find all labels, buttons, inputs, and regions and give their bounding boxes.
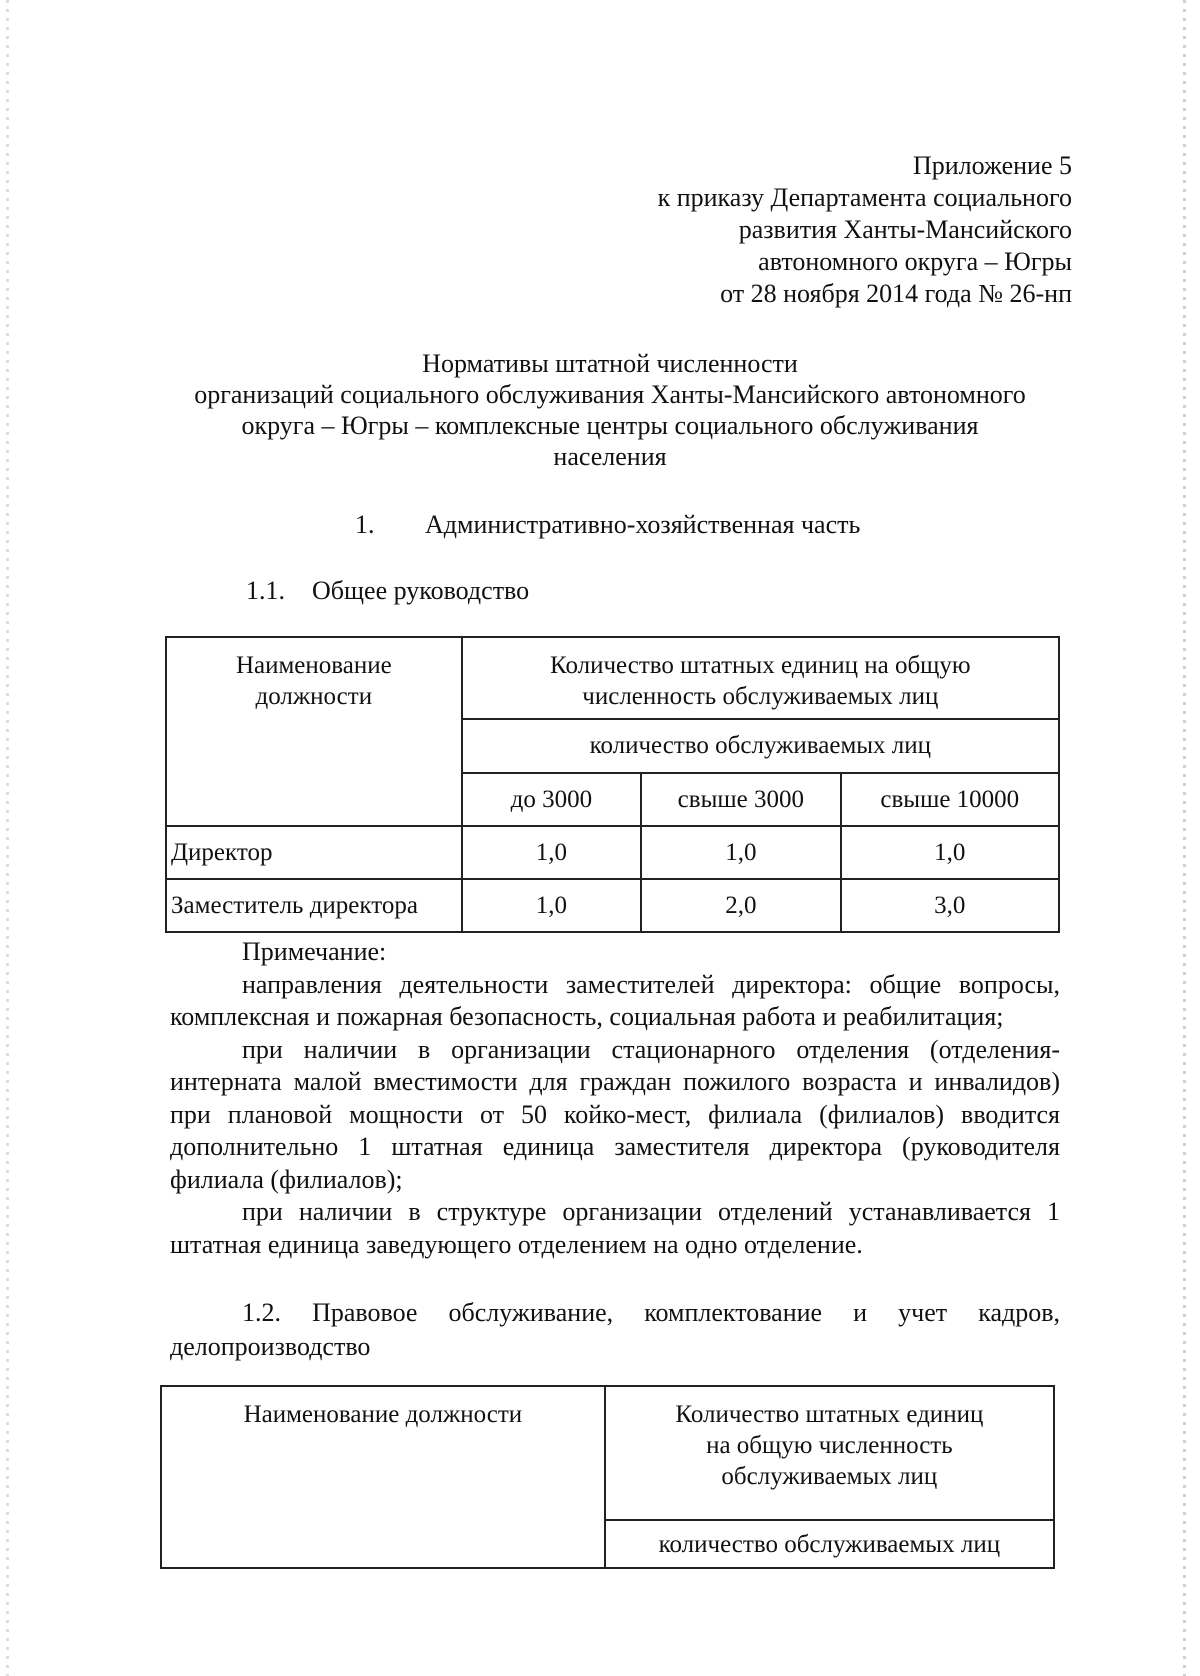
- note-block: [170, 936, 1060, 1261]
- table-column-header: до 3000: [462, 773, 641, 826]
- table-header-position: Наименование должности: [166, 637, 462, 826]
- document-title: [140, 348, 1080, 472]
- section-1-heading: [355, 510, 860, 540]
- header-line: к приказу Департамента социального: [657, 183, 1072, 212]
- table-general-management: [165, 636, 1060, 933]
- title-line: населения: [553, 442, 667, 471]
- scan-edge-right: [1183, 0, 1186, 1676]
- value-cell: 1,0: [462, 879, 641, 932]
- appendix-header: [658, 150, 1072, 310]
- section-1-2-heading: [170, 1296, 1060, 1364]
- header-line: развития Ханты-Мансийского: [738, 215, 1072, 244]
- header-line: автономного округа – Югры: [758, 247, 1072, 276]
- value-cell: 3,0: [841, 879, 1059, 932]
- value-cell: 1,0: [462, 826, 641, 879]
- table-row: [166, 826, 1059, 879]
- table-legal-services: [160, 1385, 1055, 1569]
- note-paragraph: при наличии в структуре организации отделений устанавливается 1 штатная единица заведующего отделением на одно отделение.: [170, 1197, 1060, 1259]
- header-line: от 28 ноября 2014 года № 26-нп: [720, 279, 1072, 308]
- value-cell: 1,0: [841, 826, 1059, 879]
- section-1-1-heading: [246, 576, 529, 606]
- note-paragraph: направления деятельности заместителей директора: общие вопросы, комплексная и пожарная безопасность, социальная работа и реабилитация;: [170, 969, 1060, 1031]
- section-number: 1.1.: [246, 576, 285, 605]
- header-line: Приложение 5: [912, 151, 1072, 180]
- table-header-quantity: Количество штатных единиц на общую численность обслуживаемых лиц: [462, 637, 1059, 719]
- value-cell: 1,0: [641, 826, 840, 879]
- section-text: Общее руководство: [312, 576, 530, 605]
- title-line: Нормативы штатной численности: [422, 349, 798, 378]
- scan-edge-left: [6, 0, 9, 1676]
- section-number: 1.: [355, 510, 375, 539]
- table-column-header: свыше 3000: [641, 773, 840, 826]
- table-row: [166, 879, 1059, 932]
- position-name: Директор: [166, 826, 462, 879]
- note-label: Примечание:: [242, 937, 387, 966]
- value-cell: 2,0: [641, 879, 840, 932]
- position-name: Заместитель директора: [166, 879, 462, 932]
- title-line: организаций социального обслуживания Ханты-Мансийского автономного: [194, 380, 1026, 409]
- table-column-header: свыше 10000: [841, 773, 1059, 826]
- note-paragraph: при наличии в организации стационарного отделения (отделения-интерната малой вместимости для граждан пожилого возраста и инвалидов) при плановой мощности от 50 койко-мест, филиала (филиалов) вводится дополнительно 1 штатная единица заместителя директора (руководителя филиала (филиалов);: [170, 1034, 1060, 1194]
- table-header-position: Наименование должности: [161, 1386, 605, 1568]
- section-text: Административно-хозяйственная часть: [425, 510, 861, 539]
- table-subheader: количество обслуживаемых лиц: [462, 719, 1059, 773]
- table-subheader: количество обслуживаемых лиц: [605, 1520, 1054, 1568]
- title-line: округа – Югры – комплексные центры социального обслуживания: [241, 411, 979, 440]
- section-text: 1.2. Правовое обслуживание, комплектование и учет кадров, делопроизводство: [170, 1298, 1060, 1361]
- table-header-quantity: Количество штатных единиц на общую численность обслуживаемых лиц: [605, 1386, 1054, 1520]
